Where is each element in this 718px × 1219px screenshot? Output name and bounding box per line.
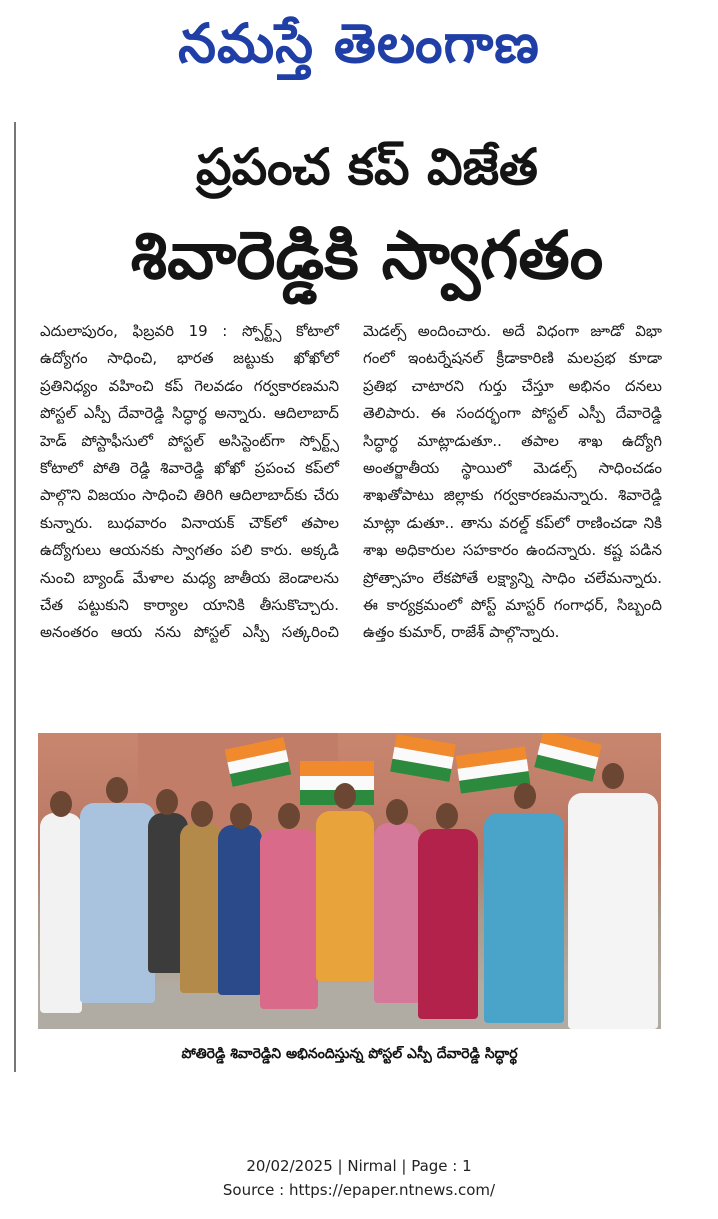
person-head	[50, 791, 72, 817]
person-figure	[218, 825, 262, 995]
person-head	[334, 783, 356, 809]
source-link[interactable]: Source : https://epaper.ntnews.com/	[222, 1181, 496, 1199]
edition-info: 20/02/2025 | Nirmal | Page : 1	[246, 1157, 472, 1175]
person-figure	[40, 813, 82, 1013]
person-head	[230, 803, 252, 829]
person-figure	[180, 823, 222, 993]
person-head	[106, 777, 128, 803]
person-head	[514, 783, 536, 809]
person-head	[602, 763, 624, 789]
person-head	[278, 803, 300, 829]
person-head	[191, 801, 213, 827]
flag-shape	[390, 734, 456, 782]
person-figure	[80, 803, 155, 1003]
person-head	[156, 789, 178, 815]
flag-shape	[534, 733, 601, 782]
person-figure	[484, 813, 564, 1023]
newspaper-masthead: నమస్తే తెలంగాణ	[178, 11, 540, 75]
photo-caption: పోతిరెడ్డి శివారెడ్డిని అభినందిస్తున్న పోస్టల్ ఎస్పీ దేవారెడ్డి సిద్ధార్థ	[181, 1046, 518, 1062]
person-figure	[316, 811, 374, 981]
person-figure	[568, 793, 658, 1029]
person-figure	[418, 829, 478, 1019]
headline-line-2: శివారెడ్డికి స్వాగతం	[130, 217, 604, 294]
headline-line-1: ప్రపంచ కప్ విజేత	[196, 138, 538, 196]
person-head	[436, 803, 458, 829]
person-head	[386, 799, 408, 825]
person-figure	[260, 829, 318, 1009]
article-body: ఎదులాపురం, ఫిబ్రవరి 19 : స్పోర్ట్స్ కోటాలో ఉద్యోగం సాధించి, భారత జట్టుకు ఖోఖోలో ప్రతినిధ్యం వహించి కప్ గెలవడం గర్వకారణమని పోస్టల్ ఎస్పీ దేవారెడ్డి సిద్ధార్థ అన్నారు. ఆదిలాబాద్ హెడ్ పోస్టాఫీసులో పోస్టల్ అసిస్టెంట్‌గా స్పోర్ట్స్ కోటాలో పోతి రెడ్డి శివారెడ్డి ఖోఖో ప్రపంచ కప్‌లో పాల్గొని విజయం సాధించి తిరిగి ఆదిలాబాద్‌కు చేరు కున్నారు. బుధవారం వినాయక్ చౌక్‌లో తపాల ఉద్యోగులు ఆయనకు స్వాగతం పలి కారు. అక్కడి నుంచి బ్యాండ్ మేళాల మధ్య జాతీయ జెండాలను చేత పట్టుకుని కార్యాల యానికి తీసుకొచ్చారు. అనంతరం ఆయ నను పోస్టల్ ఎస్పీ సత్కరించి మెడల్స్ అందించారు. అదే విధంగా జూడో విభా గంలో ఇంటర్నేషనల్ క్రీడాకారిణి మలప్రభ కూడా ప్రతిభ చాటారని గుర్తు చేస్తూ అభినం దనలు తెలిపారు. ఈ సందర్భంగా పోస్టల్ ఎస్పీ దేవారెడ్డి సిద్ధార్థ మాట్లాడుతూ.. తపాల శాఖ ఉద్యోగి అంతర్జాతీయ స్థాయిలో మెడల్స్ సాధించడం శాఖతోపాటు జిల్లాకు గర్వకారణమన్నారు. శివారెడ్డి మాట్లా డుతూ.. తాను వరల్డ్ కప్‌లో రాణించడా నికి శాఖ అధికారుల సహకారం ఉందన్నారు. కష్ట పడిన ప్రోత్సాహం లేకపోతే లక్ష్యాన్ని సాధిం చలేమన్నారు. ఈ కార్యక్రమంలో పోస్ట్ మాస్టర్ గంగాధర్, సిబ్బంది ఉత్తం కుమార్, రాజేశ్ పాల్గొన్నారు.	[40, 322, 662, 642]
news-photo	[38, 733, 661, 1029]
person-figure	[374, 823, 420, 1003]
